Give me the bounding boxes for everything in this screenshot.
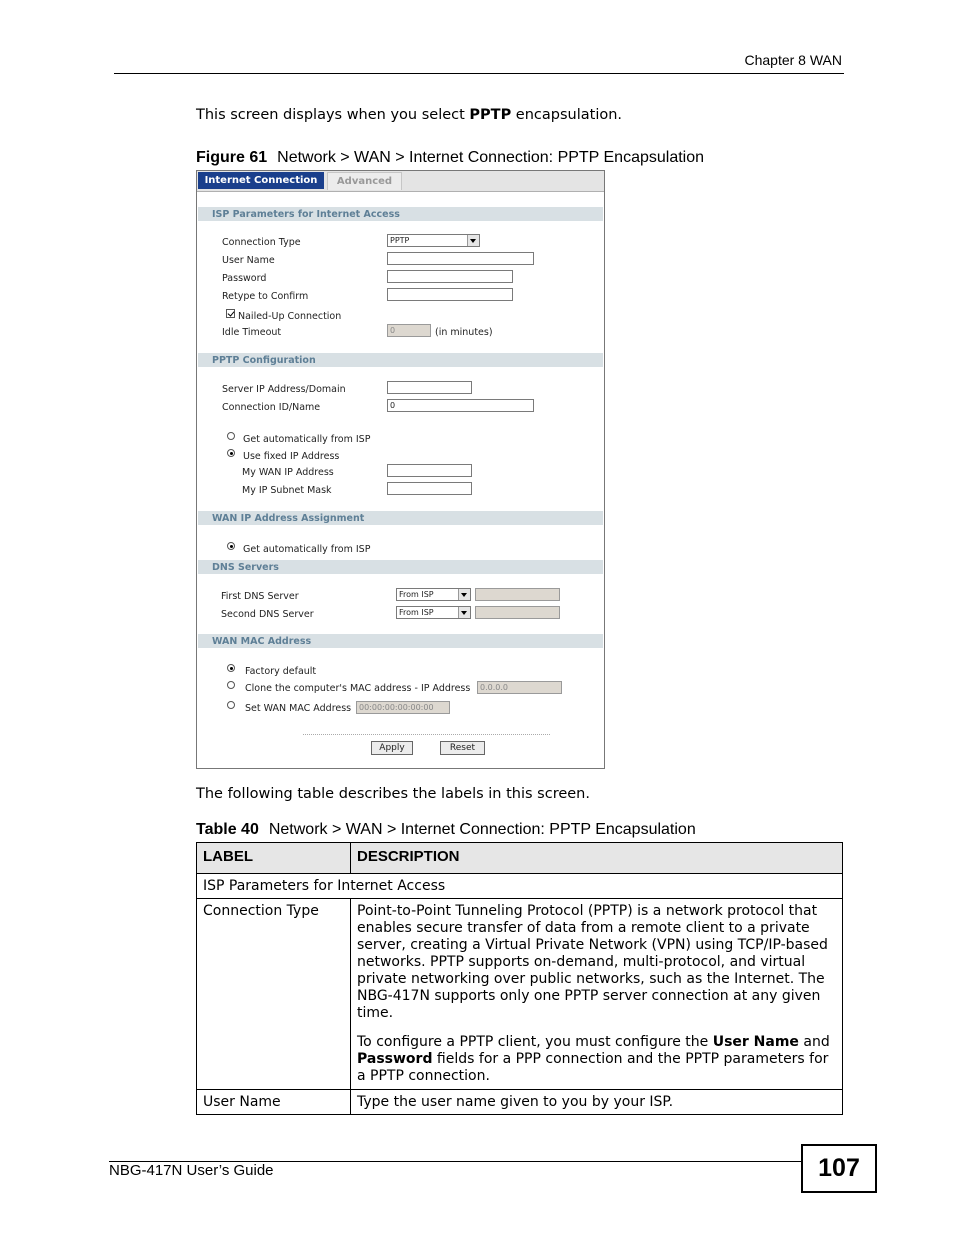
section-wan-ip-assignment: WAN IP Address Assignment (198, 511, 603, 525)
first-dns-label: First DNS Server (221, 591, 299, 602)
first-dns-ip-input[interactable] (475, 588, 560, 601)
server-ip-input[interactable] (387, 381, 472, 394)
header-description: DESCRIPTION (351, 843, 843, 874)
mac-clone-label: Clone the computer's MAC address - IP Address (245, 683, 471, 694)
mac-clone-ip-input[interactable]: 0.0.0.0 (477, 681, 562, 694)
idle-timeout-label: Idle Timeout (222, 327, 282, 338)
nailed-up-checkbox[interactable] (226, 309, 235, 318)
second-dns-select[interactable]: From ISP (396, 606, 471, 619)
chevron-down-icon (467, 235, 479, 246)
header-label: LABEL (197, 843, 351, 874)
description-table (196, 842, 843, 1115)
second-dns-label: Second DNS Server (221, 609, 314, 620)
mac-set-label: Set WAN MAC Address (245, 703, 352, 714)
connection-id-input[interactable]: 0 (387, 399, 534, 412)
intro-text: This screen displays when you select PPTP encapsulation. (196, 107, 623, 123)
mac-set-input[interactable]: 00:00:00:00:00:00 (356, 701, 450, 714)
row-description: Point-to-Point Tunneling Protocol (PPTP) is a network protocol that enables secure transfer of data from a remote client to a private server, creating a Virtual Private Network (VPN) using TCP/IP-based networks. PPTP supports on-demand, multi-protocol, and virtual private networking over public networks, such as the Internet. The NBG-417N supports only one PPTP server connection at any given time. To configure a PPTP client, you must configure the User Name and Password fields for a PPP connection and the PPTP parameters for a PPTP connection. (351, 899, 843, 1090)
user-name-label: User Name (222, 255, 275, 266)
my-wan-ip-input[interactable] (387, 464, 472, 477)
guide-title: NBG-417N User’s Guide (109, 1162, 274, 1179)
chevron-down-icon (458, 607, 470, 618)
idle-timeout-unit: (in minutes) (435, 327, 493, 338)
user-name-input[interactable] (387, 252, 534, 265)
my-wan-ip-label: My WAN IP Address (242, 467, 334, 478)
chevron-down-icon (458, 589, 470, 600)
section-isp-parameters: ISP Parameters for Internet Access (198, 207, 603, 221)
wan-config-screen (196, 170, 605, 769)
table-caption (196, 821, 696, 839)
nailed-up-label: Nailed-Up Connection (238, 311, 342, 322)
password-input[interactable] (387, 270, 513, 283)
section-pptp-configuration: PPTP Configuration (198, 353, 603, 367)
section-dns-servers: DNS Servers (198, 560, 603, 574)
server-ip-label: Server IP Address/Domain (222, 384, 346, 395)
tab-internet-connection[interactable]: Internet Connection (198, 172, 324, 189)
following-text: The following table describes the labels in this screen. (196, 786, 590, 802)
reset-button[interactable]: Reset (440, 741, 485, 755)
figure-caption (196, 149, 704, 167)
mac-factory-label: Factory default (245, 666, 317, 677)
pptp-get-auto-label: Get automatically from ISP (243, 434, 371, 445)
mac-clone-radio[interactable] (227, 681, 235, 689)
page-number: 107 (801, 1144, 877, 1193)
mac-set-radio[interactable] (227, 701, 235, 709)
pptp-use-fixed-label: Use fixed IP Address (243, 451, 340, 462)
row-label: Connection Type (197, 899, 351, 1090)
idle-timeout-input[interactable]: 0 (387, 324, 431, 337)
table-label: Table 40 (196, 821, 259, 838)
tab-advanced[interactable]: Advanced (327, 172, 402, 190)
retype-label: Retype to Confirm (222, 291, 309, 302)
connection-type-select[interactable]: PPTP (387, 234, 480, 247)
first-dns-select[interactable]: From ISP (396, 588, 471, 601)
row-description: Type the user name given to you by your ISP. (351, 1090, 843, 1115)
my-subnet-input[interactable] (387, 482, 472, 495)
figure-label: Figure 61 (196, 149, 268, 166)
section-row-text: ISP Parameters for Internet Access (197, 874, 843, 899)
table-row (197, 899, 843, 1090)
tab-bar (197, 171, 604, 192)
mac-factory-radio[interactable] (227, 664, 235, 672)
header-rule (114, 73, 844, 74)
password-label: Password (222, 273, 267, 284)
connection-id-label: Connection ID/Name (222, 402, 321, 413)
my-subnet-label: My IP Subnet Mask (242, 485, 332, 496)
pptp-get-auto-radio[interactable] (227, 432, 235, 440)
pptp-use-fixed-radio[interactable] (227, 449, 235, 457)
table-section-row (197, 874, 843, 899)
chapter-header: Chapter 8 WAN (744, 52, 842, 68)
figure-title: Network > WAN > Internet Connection: PPTP Encapsulation (277, 149, 705, 166)
button-divider (303, 734, 550, 735)
table-row (197, 1090, 843, 1115)
connection-type-label: Connection Type (222, 237, 301, 248)
table-title: Network > WAN > Internet Connection: PPTP Encapsulation (268, 821, 696, 838)
second-dns-ip-input[interactable] (475, 606, 560, 619)
section-wan-mac-address: WAN MAC Address (198, 634, 603, 648)
retype-password-input[interactable] (387, 288, 513, 301)
table-header-row (197, 843, 843, 874)
apply-button[interactable]: Apply (371, 741, 413, 755)
row-label: User Name (197, 1090, 351, 1115)
wan-get-auto-label: Get automatically from ISP (243, 544, 371, 555)
wan-get-auto-radio[interactable] (227, 542, 235, 550)
